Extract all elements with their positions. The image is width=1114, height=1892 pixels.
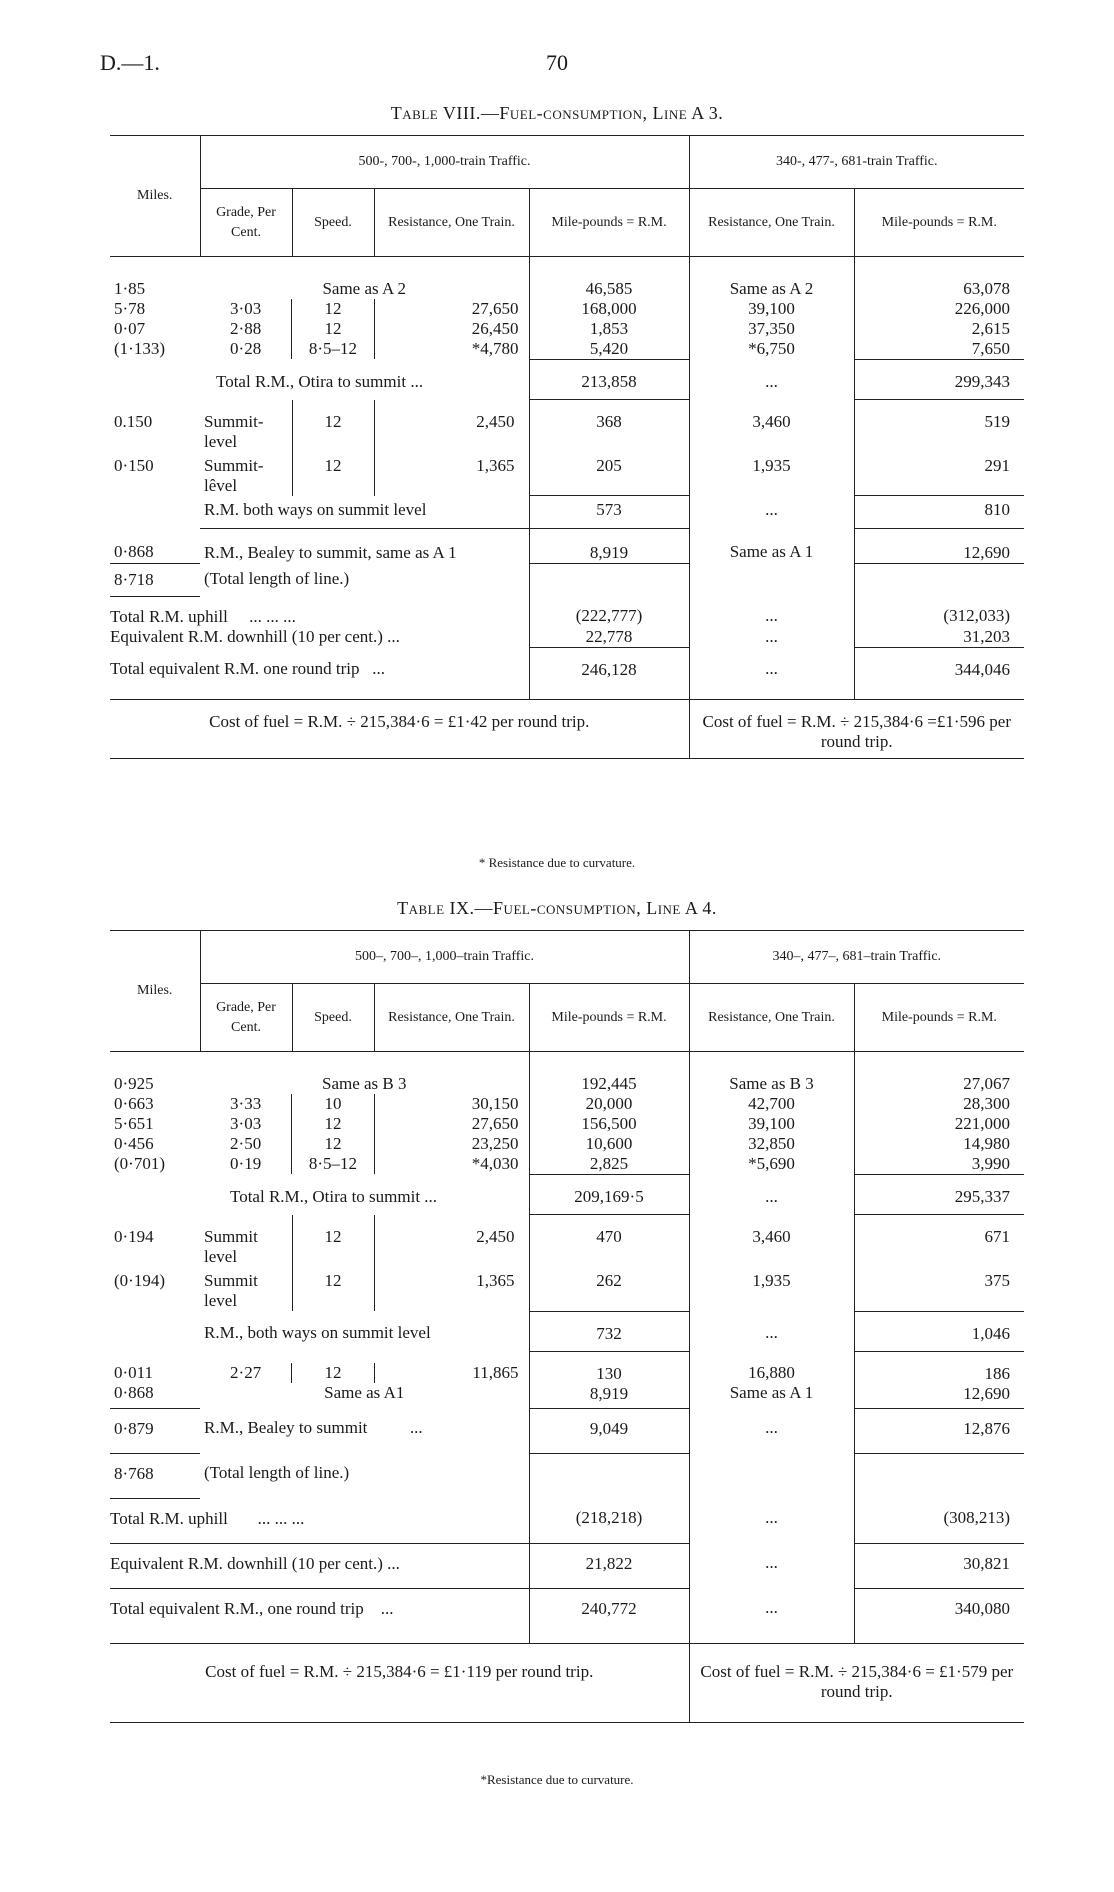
t9-length-label: (Total length of line.) <box>200 1453 529 1498</box>
t9-speed-2: 12 <box>324 1114 342 1133</box>
t9-mp2-3: 221,000 <box>954 1114 1011 1133</box>
table9 <box>110 930 1024 1723</box>
t9-total-otira-mp1: 209,169·5 <box>529 1175 689 1215</box>
t8-grade-3: 0·28 <box>230 339 262 358</box>
t9-grade-row-mp2-2: 12,690 <box>963 1383 1011 1403</box>
t9-res2-5: *5,690 <box>748 1154 795 1173</box>
t9-summit1-res1: 2,450 <box>374 1215 529 1267</box>
t9-summit1-mp2: 671 <box>984 1227 1011 1246</box>
t8-same-as-a2: Same as A 2 <box>322 279 407 298</box>
t9-speed-1: 10 <box>324 1094 342 1113</box>
t9-summit1-speed: 12 <box>292 1215 374 1267</box>
t8-downhill-mp2: 31,203 <box>854 627 1024 648</box>
t9-grade-row-res2-2: Same as A 1 <box>729 1383 814 1402</box>
t8-res2-2: 39,100 <box>748 299 795 318</box>
t9-mp1-4: 10,600 <box>585 1134 633 1153</box>
t9-length-miles: 8·768 <box>110 1453 200 1498</box>
t8-col-speed: Speed. <box>292 189 374 257</box>
t9-same-as-b3: Same as B 3 <box>321 1074 407 1093</box>
t9-uphill-mp2: (308,213) <box>854 1498 1024 1543</box>
t8-length-label: (Total length of line.) <box>200 563 529 596</box>
t8-both-ways-mp2: 810 <box>854 496 1024 529</box>
t9-miles-1: 0·925 <box>114 1074 154 1093</box>
t9-group1: 500–, 700–, 1,000–train Traffic. <box>200 931 689 984</box>
section-label: D.—1. <box>100 50 160 75</box>
t9-miles-5: (0·701) <box>114 1154 165 1173</box>
t8-col-res1: Resistance, One Train. <box>374 189 529 257</box>
t8-cost2: Cost of fuel = R.M. ÷ 215,384·6 =£1·596 per round trip. <box>689 700 1024 759</box>
t9-grade-row-grade: 2·27 <box>230 1363 262 1382</box>
t9-both-ways-label: R.M., both ways on summit level <box>200 1311 529 1351</box>
t8-mp1-3: 1,853 <box>589 319 629 338</box>
t9-uphill-res2: ... <box>689 1498 854 1543</box>
t9-round-dots: ... <box>380 1598 394 1618</box>
t9-grade-4: 0·19 <box>230 1154 262 1173</box>
t8-summit1-label: Summit-level <box>200 400 292 452</box>
t8-summit1-miles: 0.150 <box>114 411 153 431</box>
t9-grade-row-miles-1: 0·011 <box>114 1363 154 1382</box>
table8-caption: Table VIII.—Fuel-consumption, Line A 3. <box>390 103 724 123</box>
t8-mp2-4: 7,650 <box>971 339 1010 358</box>
t9-summit1-label: Summit level <box>200 1215 292 1267</box>
t9-downhill-dots: ... <box>387 1553 400 1573</box>
t8-miles-1: 1·85 <box>114 279 146 298</box>
t9-col-res1: Resistance, One Train. <box>374 984 529 1052</box>
t8-total-otira-mp1: 213,858 <box>529 360 689 400</box>
t8-total-otira-mp2: 299,343 <box>854 360 1024 400</box>
t8-total-otira-label: Total R.M., Otira to summit <box>216 371 407 391</box>
t8-col-mp2: Mile-pounds = R.M. <box>854 189 1024 257</box>
t8-res2-3: 37,350 <box>748 319 795 338</box>
t8-uphill-dots: ... ... ... <box>249 606 296 626</box>
t9-bealey-res2: ... <box>689 1408 854 1453</box>
t8-group1: 500-, 700-, 1,000-train Traffic. <box>200 136 689 189</box>
t8-col-res2: Resistance, One Train. <box>689 189 854 257</box>
t9-downhill-res2: ... <box>689 1543 854 1588</box>
t9-speed-3: 12 <box>324 1134 342 1153</box>
t9-col-res2: Resistance, One Train. <box>689 984 854 1052</box>
t8-downhill-label: Equivalent R.M. downhill (10 per cent.) <box>110 626 383 646</box>
t8-uphill-mp1: (222,777) <box>529 596 689 627</box>
t9-grade-row-mp1-1: 130 <box>596 1363 622 1383</box>
t9-mp1-1: 192,445 <box>581 1074 637 1093</box>
t9-summit1-miles: 0·194 <box>114 1226 154 1246</box>
t8-col-mp1: Mile-pounds = R.M. <box>529 189 689 257</box>
t9-round-mp1: 240,772 <box>529 1588 689 1643</box>
t9-miles-2: 0·663 <box>114 1094 154 1113</box>
t8-cost1: Cost of fuel = R.M. ÷ 215,384·6 = £1·42 per round trip. <box>110 700 689 759</box>
t8-bealey-label: R.M., Bealey to summit, same as A 1 <box>200 528 529 563</box>
t8-miles-4: (1·133) <box>114 339 165 358</box>
t8-miles-2: 5·78 <box>114 299 146 318</box>
t9-both-ways-res2: ... <box>689 1311 854 1351</box>
t9-summit2-res2: 1,935 <box>689 1267 854 1312</box>
t8-total-otira-res2: ... <box>689 360 854 400</box>
t9-grade-row-same: Same as A1 <box>324 1383 405 1402</box>
t9-round-res2: ... <box>689 1588 854 1643</box>
t9-group2: 340–, 477–, 681–train Traffic. <box>689 931 1024 984</box>
t8-col-miles: Miles. <box>110 136 200 257</box>
t9-both-ways-mp1: 732 <box>529 1311 689 1351</box>
t9-res1-1: 30,150 <box>471 1094 519 1113</box>
t8-total-otira-dots: ... <box>410 371 424 391</box>
t9-uphill-dots: ... ... ... <box>257 1508 305 1528</box>
t9-col-grade: Grade, Per Cent. <box>200 984 292 1052</box>
t8-bealey-res2: Same as A 1 <box>689 528 854 563</box>
t8-miles-3: 0·07 <box>114 319 146 338</box>
t9-res2-3: 39,100 <box>748 1114 795 1133</box>
t8-footnote: * Resistance due to curvature. <box>478 855 636 870</box>
t9-total-otira-res2: ... <box>689 1175 854 1215</box>
t9-grade-row-res1: 11,865 <box>472 1363 519 1382</box>
t8-bealey-mp1: 8,919 <box>529 528 689 563</box>
t8-bealey-miles: 0·868 <box>110 528 200 563</box>
t8-round-label: Total equivalent R.M. one round trip <box>110 659 360 678</box>
t9-grade-row-miles-2: 0·868 <box>114 1383 154 1402</box>
t9-summit2-res1: 1,365 <box>374 1267 529 1312</box>
t9-grade-row-speed: 12 <box>291 1363 374 1383</box>
t8-bealey-mp2: 12,690 <box>854 528 1024 563</box>
t9-summit2-mp2: 375 <box>854 1267 1024 1312</box>
t9-res1-4: *4,030 <box>471 1154 519 1173</box>
t8-res1-2: 26,450 <box>471 319 519 338</box>
t8-res1-3: *4,780 <box>471 339 519 358</box>
t8-col-grade: Grade, Per Cent. <box>200 189 292 257</box>
t9-bealey-mp1: 9,049 <box>529 1408 689 1453</box>
t9-col-mp1: Mile-pounds = R.M. <box>529 984 689 1052</box>
t8-summit1-res2: 3,460 <box>689 400 854 452</box>
t9-bealey-label: R.M., Bealey to summit <box>204 1418 368 1437</box>
t8-summit2-res2: 1,935 <box>689 452 854 496</box>
t8-summit1-mp2: 519 <box>984 412 1010 431</box>
t8-uphill-mp2: (312,033) <box>943 606 1010 625</box>
t8-round-mp2: 344,046 <box>854 647 1024 700</box>
t8-summit1-res1: 2,450 <box>374 400 529 452</box>
t9-downhill-mp2: 30,821 <box>854 1543 1024 1588</box>
t8-group2: 340-, 477-, 681-train Traffic. <box>689 136 1024 189</box>
t8-downhill-res2: ... <box>689 627 854 648</box>
t8-round-mp1: 246,128 <box>529 647 689 700</box>
t9-miles-3: 5·651 <box>114 1114 154 1133</box>
t8-summit2-res1: 1,365 <box>374 452 529 496</box>
t8-summit2-miles: 0·150 <box>114 455 154 475</box>
t9-summit2-speed: 12 <box>292 1267 374 1312</box>
t8-res1-1: 27,650 <box>471 299 519 318</box>
t8-res2-1: Same as A 2 <box>729 279 814 298</box>
page-number: 70 <box>546 50 568 75</box>
t9-cost1: Cost of fuel = R.M. ÷ 215,384·6 = £1·119 per round trip. <box>110 1643 689 1722</box>
t8-speed-3: 8·5–12 <box>308 339 358 358</box>
t9-bealey-miles: 0·879 <box>110 1408 200 1453</box>
t8-uphill-res2: ... <box>689 596 854 627</box>
t8-uphill-label: Total R.M. uphill <box>110 606 228 626</box>
t9-grade-row-mp1-2: 8,919 <box>589 1383 629 1403</box>
t9-downhill-label: Equivalent R.M. downhill (10 per cent.) <box>110 1553 383 1573</box>
t9-bealey-mp2: 12,876 <box>854 1408 1024 1453</box>
t9-grade-1: 3·33 <box>230 1094 262 1113</box>
t8-mp1-1: 46,585 <box>585 279 633 298</box>
t9-mp2-5: 3,990 <box>971 1154 1011 1173</box>
t9-res1-3: 23,250 <box>471 1134 519 1153</box>
t9-cost2: Cost of fuel = R.M. ÷ 215,384·6 = £1·579 per round trip. <box>689 1643 1024 1722</box>
t9-bealey-dots: ... <box>409 1418 423 1437</box>
t9-speed-4: 8·5–12 <box>308 1154 358 1173</box>
t9-summit2-label: Summit level <box>200 1267 292 1312</box>
t9-mp2-4: 14,980 <box>963 1134 1011 1153</box>
t9-res2-1: Same as B 3 <box>729 1074 814 1093</box>
t8-summit2-label: Summit-lêvel <box>200 452 292 496</box>
t9-summit2-mp1: 262 <box>529 1267 689 1312</box>
t9-uphill-label: Total R.M. uphill <box>110 1508 228 1528</box>
t9-round-label: Total equivalent R.M., one round trip <box>110 1598 364 1618</box>
t8-round-res2: ... <box>689 647 854 700</box>
t9-grade-row-res2-1: 16,880 <box>748 1363 795 1382</box>
t8-summit2-mp1: 205 <box>529 452 689 496</box>
t9-res1-2: 27,650 <box>471 1114 519 1133</box>
table9-caption: Table IX.—Fuel-consumption, Line A 4. <box>397 898 717 918</box>
t8-both-ways-label: R.M. both ways on summit level <box>200 496 529 529</box>
t9-both-ways-mp2: 1,046 <box>854 1311 1024 1351</box>
t9-mp2-2: 28,300 <box>963 1094 1011 1113</box>
t8-summit1-mp1: 368 <box>529 400 689 452</box>
t9-col-mp2: Mile-pounds = R.M. <box>854 984 1024 1052</box>
t8-summit2-speed: 12 <box>292 452 374 496</box>
t9-total-otira-mp2: 295,337 <box>854 1175 1024 1215</box>
t8-res2-4: *6,750 <box>748 339 795 358</box>
t9-res2-2: 42,700 <box>748 1094 795 1113</box>
t8-summit2-mp2: 291 <box>854 452 1024 496</box>
t8-grade-1: 3·03 <box>230 299 262 318</box>
t8-speed-1: 12 <box>324 299 342 318</box>
t9-col-miles: Miles. <box>110 931 200 1052</box>
t8-mp2-1: 63,078 <box>963 279 1010 298</box>
t9-mp1-5: 2,825 <box>589 1154 629 1173</box>
t9-footnote: *Resistance due to curvature. <box>480 1772 634 1787</box>
t9-grade-row-mp2-1: 186 <box>984 1363 1011 1383</box>
t8-speed-2: 12 <box>324 319 342 338</box>
t9-grade-3: 2·50 <box>230 1134 262 1153</box>
t9-summit2-miles: (0·194) <box>114 1270 165 1290</box>
table8 <box>110 135 1024 759</box>
t9-uphill-mp1: (218,218) <box>529 1498 689 1543</box>
t9-mp2-1: 27,067 <box>963 1074 1011 1093</box>
t8-length-miles: 8·718 <box>110 563 200 596</box>
t9-downhill-mp1: 21,822 <box>529 1543 689 1588</box>
t8-mp1-4: 5,420 <box>589 339 629 358</box>
t9-col-speed: Speed. <box>292 984 374 1052</box>
t8-round-dots: ... <box>372 659 386 678</box>
t9-mp1-3: 156,500 <box>581 1114 637 1133</box>
t9-grade-2: 3·03 <box>230 1114 262 1133</box>
t8-downhill-dots: ... <box>387 626 400 646</box>
t8-mp1-2: 168,000 <box>581 299 637 318</box>
t9-miles-4: 0·456 <box>114 1134 154 1153</box>
t8-grade-2: 2·88 <box>230 319 262 338</box>
t9-round-mp2: 340,080 <box>854 1588 1024 1643</box>
t8-downhill-mp1: 22,778 <box>529 627 689 648</box>
t8-summit1-speed: 12 <box>292 400 374 452</box>
t9-summit1-mp1: 470 <box>529 1215 689 1267</box>
t9-mp1-2: 20,000 <box>585 1094 633 1113</box>
t9-total-otira-label: Total R.M., Otira to summit ... <box>200 1175 529 1215</box>
t9-res2-4: 32,850 <box>748 1134 795 1153</box>
t9-summit1-res2: 3,460 <box>689 1215 854 1267</box>
t8-mp2-3: 2,615 <box>971 319 1010 338</box>
t8-both-ways-res2: ... <box>689 496 854 529</box>
t8-both-ways-mp1: 573 <box>529 496 689 529</box>
t8-mp2-2: 226,000 <box>954 299 1010 318</box>
